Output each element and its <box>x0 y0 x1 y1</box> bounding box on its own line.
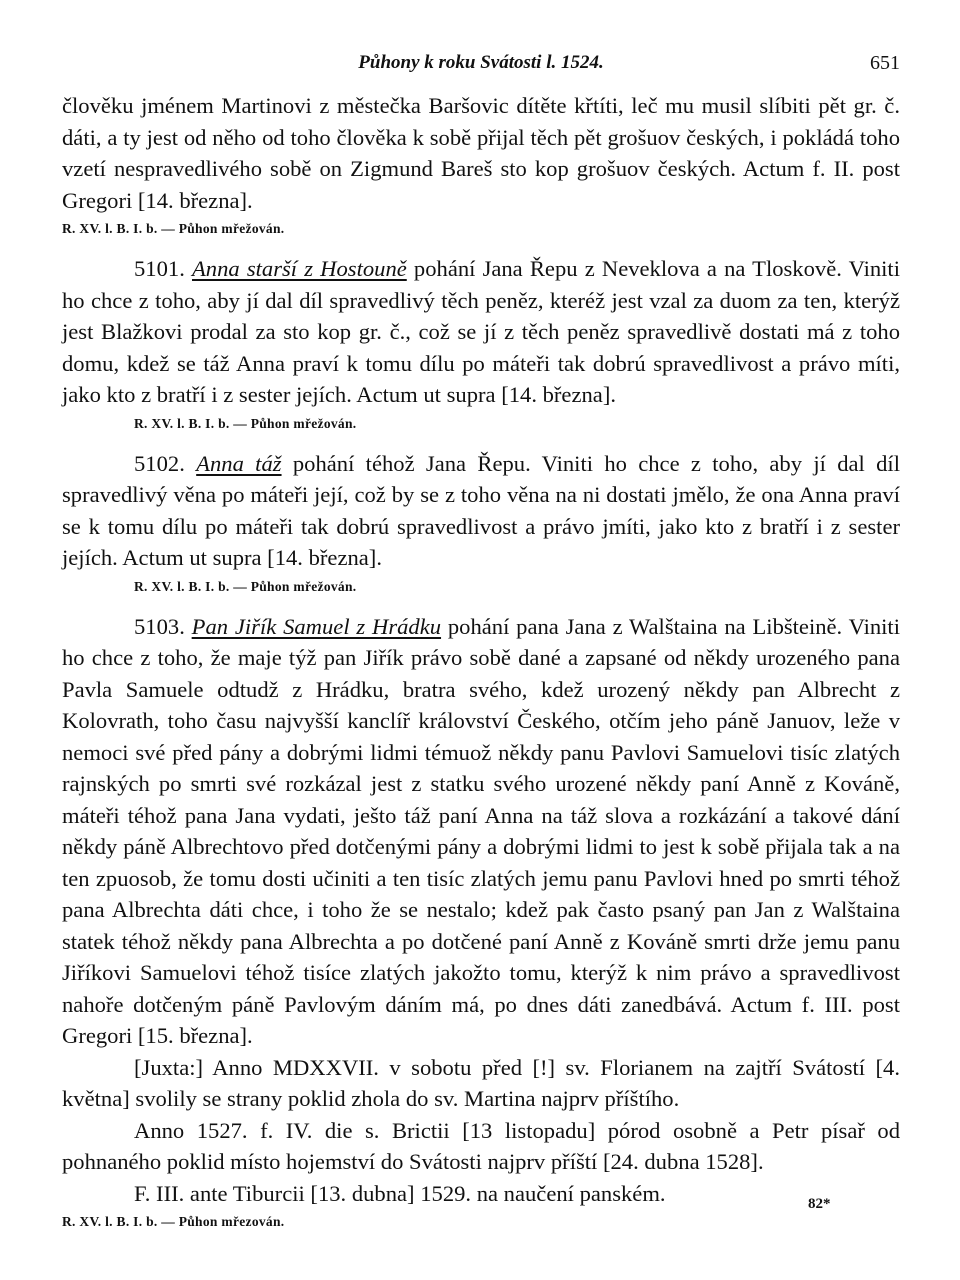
running-title: Půhony k roku Svátosti l. 1524. <box>358 52 604 73</box>
intro-paragraph: člověku jménem Martinovi z městečka Baršovic dítěte křtíti, leč mu musil slíbiti pět gr. č. dáti, a ty jest od něho od toho člověka k sobě přijal těch pět grošuov českých, i pokládá toho vzetí nespravedlivého sobě on Zigmund Bareš sto kop grošuov českých. Actum f. II. post Gregori [14. března]. <box>62 93 900 213</box>
entry-party-name: Anna starší z Hostouně <box>192 256 407 281</box>
intro-source-note: R. XV. l. B. I. b. — Půhon mřežován. <box>62 221 285 236</box>
entry-source-note: R. XV. l. B. I. b. — Půhon mřezován. <box>62 1214 285 1229</box>
page-header <box>62 52 900 82</box>
entry-source-note: R. XV. l. B. I. b. — Půhon mřežován. <box>134 578 357 594</box>
entry-text: pohání pana Jana z Walštaina na Libšteině. Viniti ho chce z toho, že maje týž pan Jiřík právo sobě dané a zapsané od někdy urozeného pana Pavla Samuele odtudž z Hrádku, bratra svého, kdež urozený někdy pan Albrecht z Kolovrath, toho času najvyšší kanclíř království Českého, otčím jeho páně Januov, leže v nemoci své před pány a dobrými lidmi témuož někdy panu Pavlovi Samuelovi tisíc zlatých rajnských po smrti své rozkázal jest z statku svého urozené někdy paní Anně z Kováně, máteři téhož pana Jana vydati, ješto táž paní Anna na táž slova a rozkázání a takové dání někdy páně Albrechtovo před dotčenými pány a dobrými lidmi to jest k sobě přijala tak a na ten zpuosob, že tomu dosti učiniti a ten tisíc zlatých jemu panu Pavlovi hned po smrti téhož pana Albrechta dáti chce, i toho že se nestalo; kdež pak často psaný pan Jan z Walštaina statek téhož někdy pana Albrechta a po dotčené paní Anně z Kováně smrti drže jemu panu Jiříkovi Samuelovi téhož tisíce zlatých jakožto tomu, kterýž k nim právo a spravedlivost nahoře dotčeným páně Pavlovým dáním má, po dnes dáti zanedbává. Actum f. III. post Gregori [15. března]. <box>62 613 900 1048</box>
printer-signature-mark: 82* <box>808 1196 831 1212</box>
entry-5103-anno-1527: Anno 1527. f. IV. die s. Brictii [13 listopadu] pórod osobně a Petr písař od pohnaného poklid místo hojemství do Svátosti najprv příští [24. dubna 1528]. <box>62 1117 900 1174</box>
entry-party-name: Anna táž <box>196 450 282 476</box>
entry-source-note: R. XV. l. B. I. b. — Půhon mřežován. <box>134 415 357 431</box>
page-number: 651 <box>870 52 900 74</box>
entry-number: 5103. <box>134 613 185 639</box>
entry-number: 5101. <box>134 256 185 281</box>
page-body <box>62 90 900 1246</box>
entry-5103-juxta: [Juxta:] Anno MDXXVII. v sobotu před [!] sv. Florianem na zajtří Svátostí [4. května] svolily se strany poklid zhola do sv. Martina najprv příštího. <box>62 1054 900 1111</box>
entry-party-name: Pan Jiřík Samuel z Hrádku <box>191 613 442 639</box>
entry-text: pohání Jana Řepu z Neveklova a na Tloskově. Viniti ho chce z toho, aby jí dal díl spravedlivý těch peněz, kteréž jest vzal za duom za ten, kterýž jest Blažkovi prodal za sto kop gr. č., což se jí z těch peněz spravedlivě dostati má z toho domu, kdež se táž Anna praví k tomu dílu po máteři tak dobrú spravedlivost a právo míti, jako kto z bratří i z sester jejích. Actum ut supra [14. března]. <box>62 256 900 407</box>
entry-5101 <box>62 253 900 411</box>
entry-5103-f-iii: F. III. ante Tiburcii [13. dubna] 1529. na naučení panském. <box>134 1180 666 1206</box>
entry-5103 <box>62 611 900 1052</box>
entry-text: pohání téhož Jana Řepu. Viniti ho chce z toho, aby jí dal díl spravedlivý věna po máteři její, což by se z toho věna na ni dostati jmělo, že ona Anna praví se k tomu dílu po máteři tak dobrú spravedlivost a právo jmíti, jako kto z bratří i z sester jejích. Actum ut supra [14. března]. <box>62 450 900 570</box>
entry-number: 5102. <box>134 450 185 476</box>
entry-5102 <box>62 448 900 574</box>
